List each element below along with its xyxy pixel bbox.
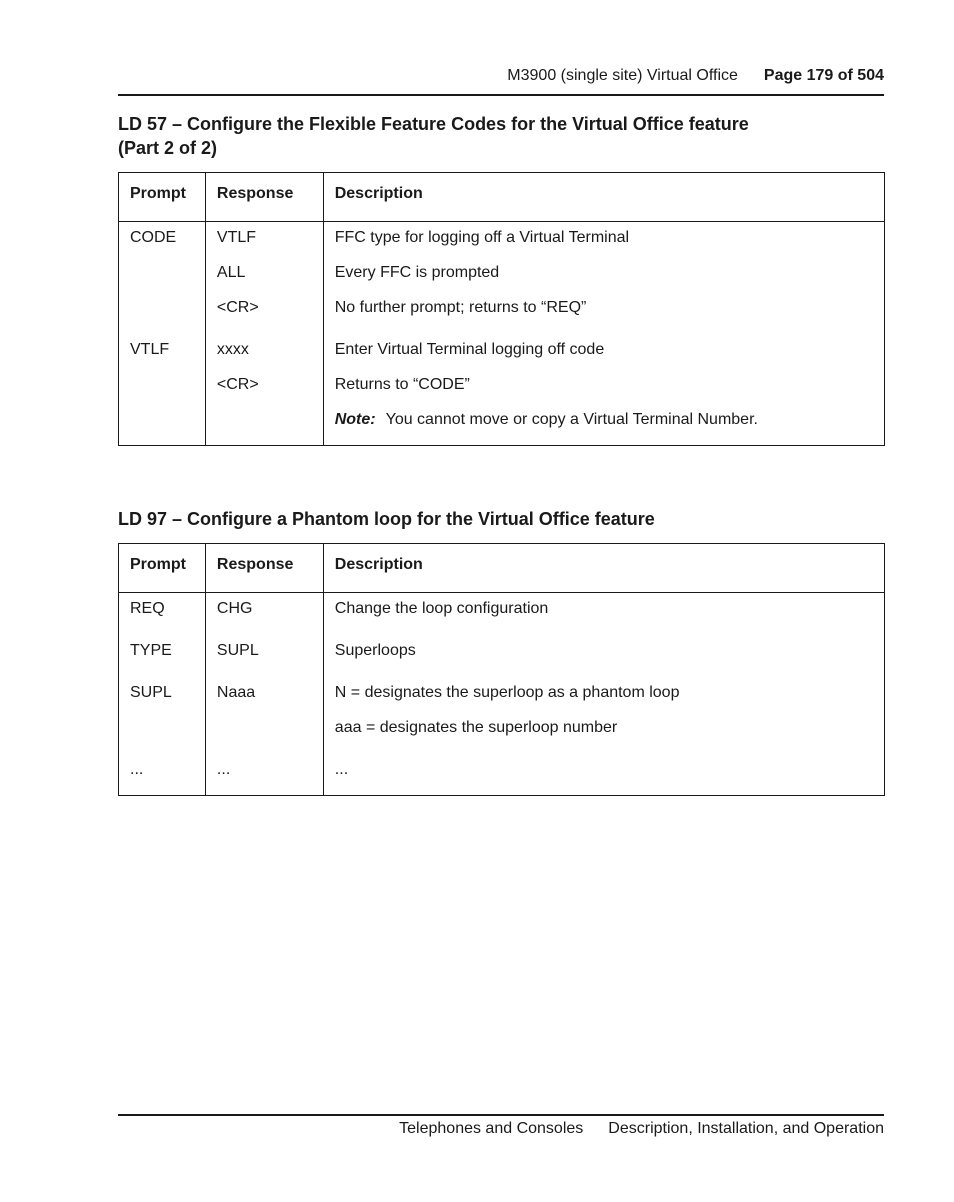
table1-title-line2: (Part 2 of 2) xyxy=(118,138,218,158)
note-text: You cannot move or copy a Virtual Terminal Number. xyxy=(385,411,758,428)
response-value: <CR> xyxy=(216,299,259,316)
footer-left: Telephones and Consoles xyxy=(399,1120,584,1137)
prompt-cell xyxy=(119,593,206,796)
prompt-vtlf: VTLF xyxy=(130,341,170,358)
prompt-cell xyxy=(119,222,206,446)
response-value: xxxx xyxy=(216,341,249,358)
response-value: CHG xyxy=(216,600,253,617)
table-header-row xyxy=(119,544,885,593)
response-value: Naaa xyxy=(216,684,256,701)
prompt-code: CODE xyxy=(130,229,177,246)
description-text: N = designates the superloop as a phantom loop xyxy=(334,684,680,701)
description-text: Change the loop configuration xyxy=(334,600,549,617)
ld97-table xyxy=(118,543,885,796)
response-value: ALL xyxy=(216,264,246,281)
table1-title-line1: LD 57 – Configure the Flexible Feature Codes for the Virtual Office feature xyxy=(118,114,749,134)
response-value: SUPL xyxy=(216,642,259,659)
page-number: Page 179 of 504 xyxy=(763,67,884,84)
description-text: No further prompt; returns to “REQ” xyxy=(334,299,587,316)
table2-title: LD 97 – Configure a Phantom loop for the Virtual Office feature xyxy=(118,509,655,529)
description-text: ... xyxy=(334,761,349,778)
document-title: M3900 (single site) Virtual Office xyxy=(507,67,738,84)
page-footer xyxy=(118,1114,884,1137)
prompt-supl: SUPL xyxy=(130,684,172,701)
column-header-description: Description xyxy=(323,544,884,593)
description-text: FFC type for logging off a Virtual Terminal xyxy=(334,229,630,246)
table-body-row xyxy=(119,222,885,446)
response-value: VTLF xyxy=(216,229,257,246)
column-header-prompt: Prompt xyxy=(119,173,206,222)
table1-title xyxy=(118,112,884,160)
note-label: Note: xyxy=(334,411,376,428)
note xyxy=(324,410,884,445)
description-text: Enter Virtual Terminal logging off code xyxy=(334,341,605,358)
description-cell xyxy=(323,593,884,796)
description-text: Every FFC is prompted xyxy=(334,264,500,281)
column-header-response: Response xyxy=(205,173,323,222)
prompt-req: REQ xyxy=(130,600,165,617)
response-cell xyxy=(205,222,323,446)
prompt-ellipsis: ... xyxy=(130,761,144,778)
prompt-type: TYPE xyxy=(130,642,172,659)
table-body-row xyxy=(119,593,885,796)
column-header-prompt: Prompt xyxy=(119,544,206,593)
table-header-row xyxy=(119,173,885,222)
description-text: aaa = designates the superloop number xyxy=(334,719,618,736)
footer-right: Description, Installation, and Operation xyxy=(608,1120,884,1137)
response-cell xyxy=(205,593,323,796)
ld57-table xyxy=(118,172,885,446)
footer-text xyxy=(399,1120,884,1138)
page-header xyxy=(118,64,884,96)
description-text: Superloops xyxy=(334,642,416,659)
response-value: <CR> xyxy=(216,376,259,393)
column-header-response: Response xyxy=(205,544,323,593)
column-header-description: Description xyxy=(323,173,884,222)
description-cell xyxy=(323,222,884,446)
description-text: Returns to “CODE” xyxy=(334,376,470,393)
response-value: ... xyxy=(216,761,231,778)
header-text xyxy=(507,67,884,85)
